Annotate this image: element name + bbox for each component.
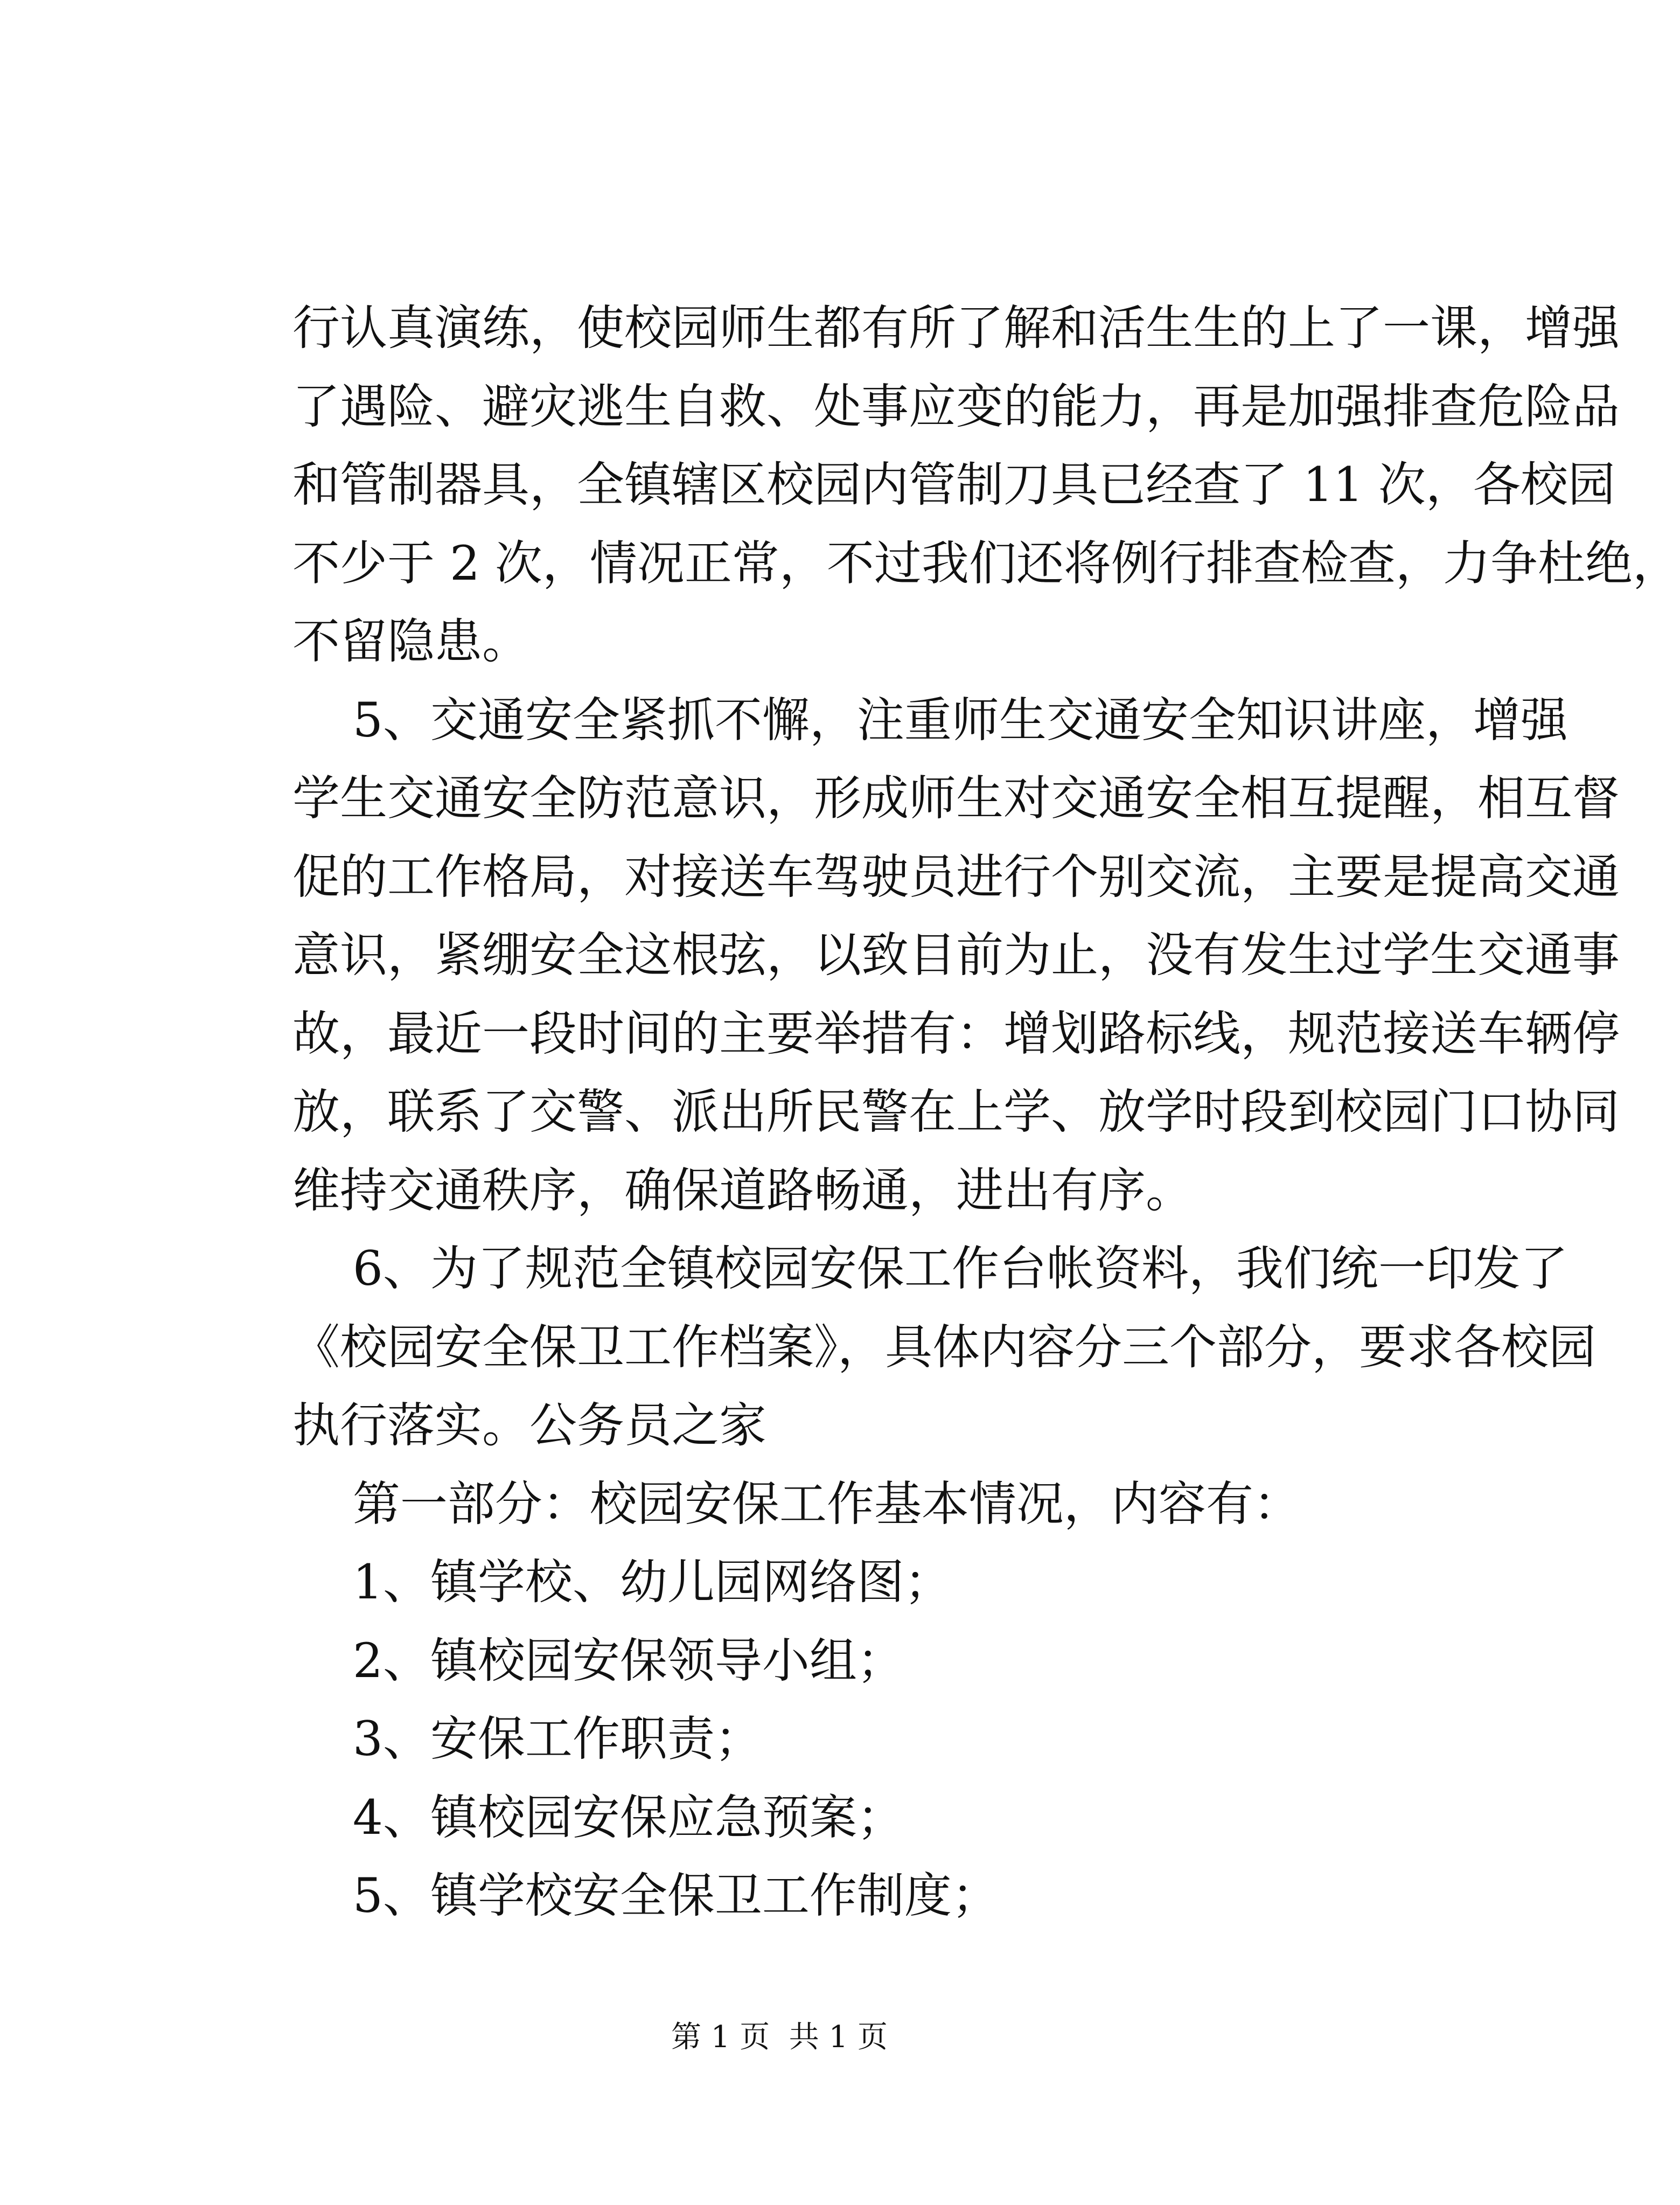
text-line: 5、交通安全紧抓不懈，注重师生交通安全知识讲座，增强	[292, 692, 1568, 748]
text-line: 第一部分：校园安保工作基本情况，内容有：	[292, 1476, 1301, 1532]
text-line: 促的工作格局，对接送车驾驶员进行个别交流，主要是提高交通	[292, 848, 1620, 905]
text-line: 执行落实。公务员之家	[292, 1397, 767, 1453]
page-footer: 第 1 页 共 1 页	[671, 2020, 888, 2055]
text-line: 6、为了规范全镇校园安保工作台帐资料，我们统一印发了	[292, 1241, 1568, 1296]
text-line: 《校园安全保卫工作档案》，具体内容分三个部分，要求各校园	[292, 1319, 1597, 1375]
text-line: 意识，紧绷安全这根弦，以致目前为止，没有发生过学生交通事	[292, 927, 1620, 983]
text-line: 2、镇校园安保领导小组；	[292, 1632, 904, 1688]
text-line: 放，联系了交警、派出所民警在上学、放学时段到校园门口协同	[292, 1084, 1620, 1139]
text-line: 故，最近一段时间的主要举措有：增划路标线，规范接送车辆停	[292, 1005, 1620, 1061]
text-line: 4、镇校园安保应急预案；	[292, 1789, 904, 1845]
text-line: 行认真演练，使校园师生都有所了解和活生生的上了一课，增强	[292, 300, 1620, 356]
text-line: 不少于 2 次，情况正常，不过我们还将例行排查检查，力争杜绝，	[292, 535, 1680, 591]
text-line: 和管制器具，全镇辖区校园内管制刀具已经查了 11 次，各校园	[292, 457, 1615, 512]
text-line: 不留隐患。	[292, 614, 530, 669]
text-line: 维持交通秩序，确保道路畅通，进出有序。	[292, 1162, 1194, 1218]
text-line: 1、镇学校、幼儿园网络图；	[292, 1554, 952, 1610]
text-line: 了遇险、避灾逃生自救、处事应变的能力，再是加强排查危险品	[292, 378, 1620, 434]
document-body	[292, 289, 1680, 1935]
text-line: 5、镇学校安全保卫工作制度；	[292, 1868, 999, 1923]
text-line: 学生交通安全防范意识，形成师生对交通安全相互提醒，相互督	[292, 770, 1620, 826]
text-line: 3、安保工作职责；	[292, 1711, 762, 1766]
